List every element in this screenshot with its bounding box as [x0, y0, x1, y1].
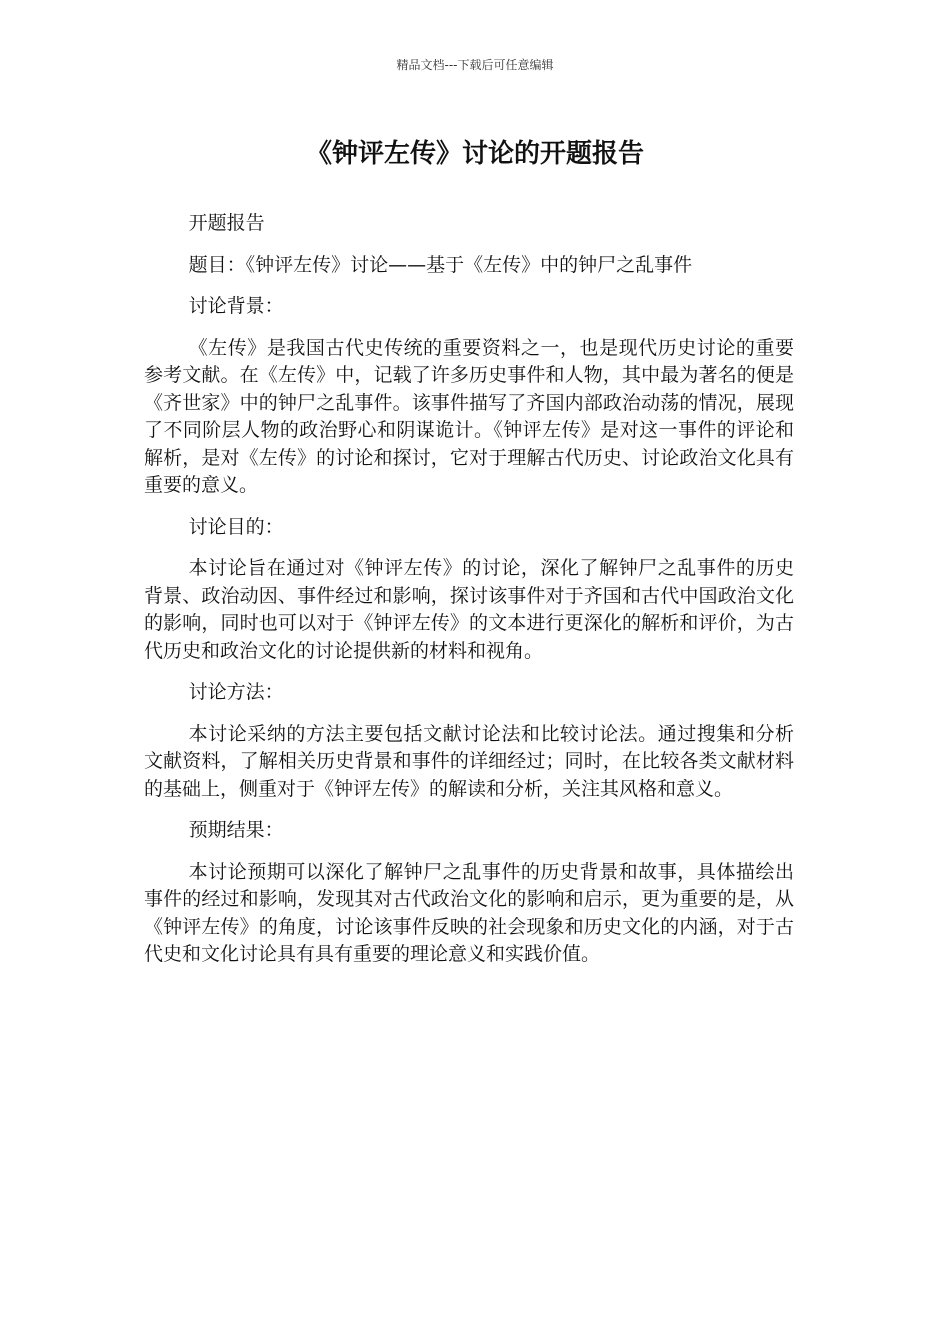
header-note: 精品文档---下载后可任意编辑	[396, 58, 554, 72]
paragraph-background: 《左传》是我国古代史传统的重要资料之一，也是现代历史讨论的重要参考文献。在《左传》中，记载了许多历史事件和人物，其中最为著名的便是《齐世家》中的钟尸之乱事件。该事件描写了齐国内部政治动荡的情况，展现了不同阶层人物的政治野心和阴谋诡计。《钟评左传》是对这一事件的评论和解析，是对《左传》的讨论和探讨，它对于理解古代历史、讨论政治文化具有重要的意义。	[144, 336, 794, 496]
heading-purpose: 讨论目的：	[188, 515, 284, 538]
document-title: 《钟评左传》讨论的开题报告	[305, 139, 644, 169]
paragraph-report-label: 开题报告	[188, 212, 265, 234]
heading-method: 讨论方法：	[188, 681, 284, 703]
heading-expected-results: 预期结果：	[188, 819, 284, 841]
document-body	[144, 210, 794, 983]
heading-background: 讨论背景：	[188, 295, 284, 317]
paragraph-expected-results: 本讨论预期可以深化了解钟尸之乱事件的历史背景和故事，具体描绘出事件的经过和影响，发现其对古代政治文化的影响和启示，更为重要的是，从《钟评左传》的角度，讨论该事件反映的社会现象和历史文化的内涵，对于古代史和文化讨论具有具有重要的理论意义和实践价值。	[144, 860, 794, 965]
paragraph-topic: 题目：《钟评左传》讨论——基于《左传》中的钟尸之乱事件	[188, 253, 693, 276]
paragraph-purpose: 本讨论旨在通过对《钟评左传》的讨论，深化了解钟尸之乱事件的历史背景、政治动因、事件经过和影响，探讨该事件对于齐国和古代中国政治文化的影响，同时也可以对于《钟评左传》的文本进行更深化的解析和评价，为古代历史和政治文化的讨论提供新的材料和视角。	[144, 557, 794, 662]
paragraph-method: 本讨论采纳的方法主要包括文献讨论法和比较讨论法。通过搜集和分析文献资料，了解相关历史背景和事件的详细经过；同时，在比较各类文献材料的基础上，侧重对于《钟评左传》的解读和分析，关注其风格和意义。	[144, 722, 794, 800]
